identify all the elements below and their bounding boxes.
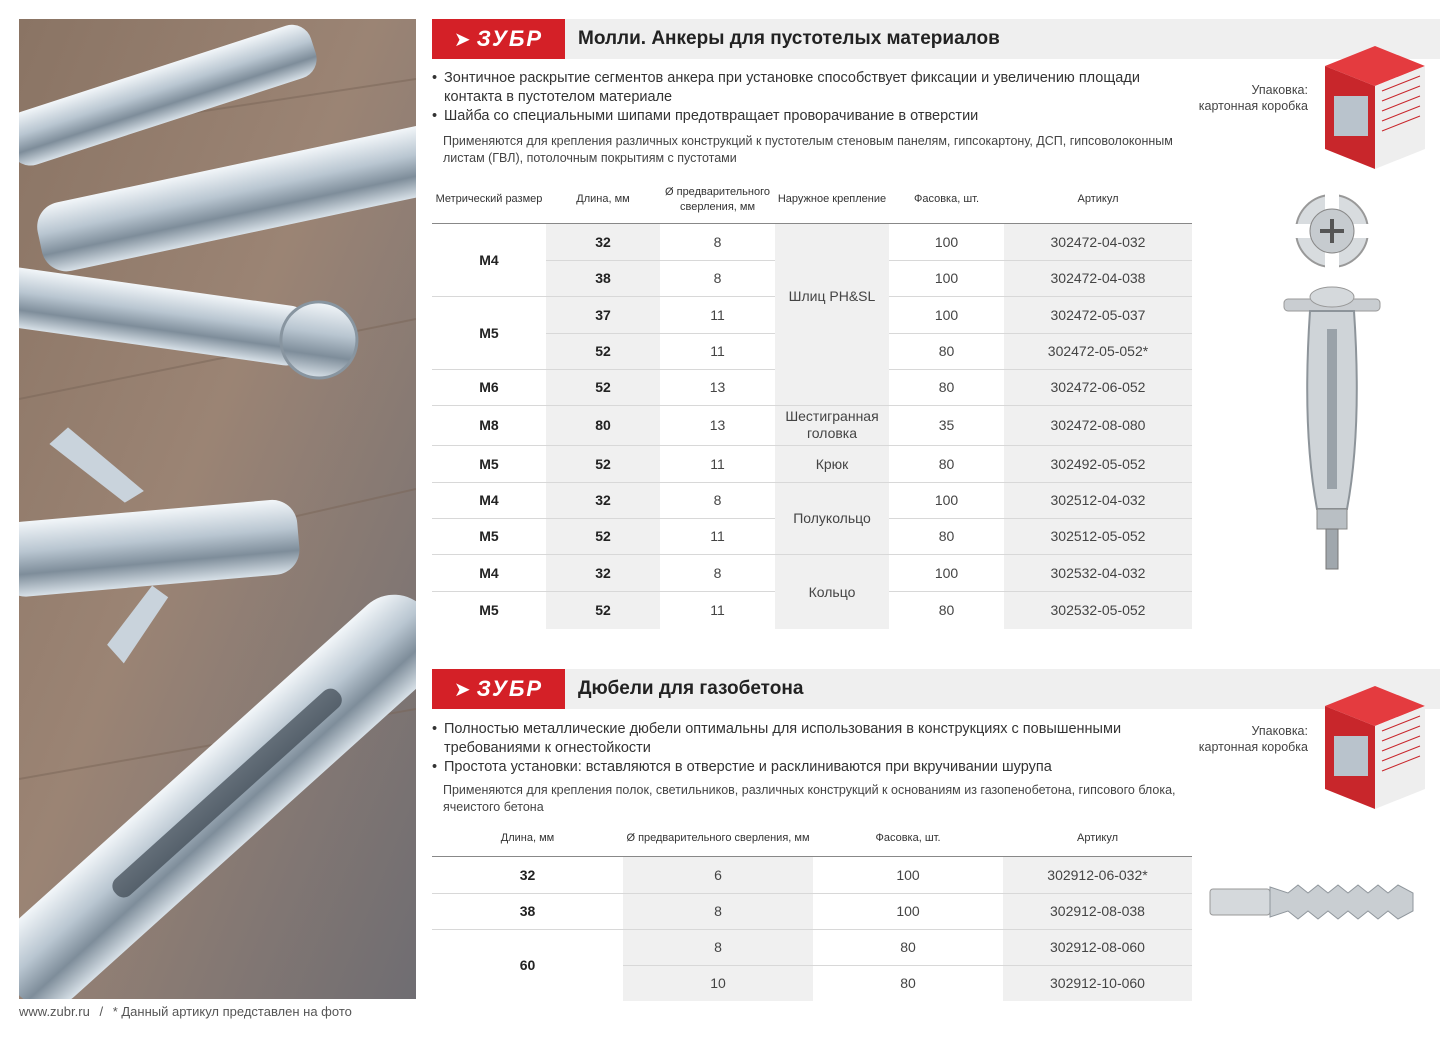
cell-size: M4	[432, 223, 546, 296]
packaging-box-image	[1320, 681, 1430, 801]
section-title: Дюбели для газобетона	[578, 678, 804, 699]
cell-drill: 11	[660, 296, 775, 333]
cell-size: M4	[432, 554, 546, 591]
cell-size: M5	[479, 602, 499, 619]
cell-drill: 11	[660, 445, 775, 482]
cell-drill: 8	[660, 482, 775, 518]
table-row	[432, 856, 1192, 893]
cell-length: 38	[546, 260, 660, 296]
col-header-article: Артикул	[1004, 177, 1192, 223]
cell-mount: Шестигранная головка	[775, 405, 889, 445]
cell-length: 38	[432, 893, 623, 929]
molly-table	[432, 177, 1192, 629]
cell-qty: 80	[889, 518, 1004, 554]
cell-article: 302532-04-032	[1004, 554, 1192, 591]
col-header-qty: Фасовка, шт.	[889, 177, 1004, 223]
section-title: Молли. Анкеры для пустотелых материалов	[578, 28, 1000, 49]
cell-drill: 8	[623, 893, 813, 929]
cell-drill: 10	[623, 965, 813, 1001]
bullet-item: • Шайба со специальными шипами предотвращает проворачивание в отверстии	[432, 107, 1192, 126]
cell-qty: 80	[889, 333, 1004, 369]
pack-value: картонная коробка	[1198, 740, 1308, 754]
cell-qty: 80	[938, 602, 955, 619]
cell-article: 302472-08-080	[1004, 405, 1192, 445]
cell-length: 60	[519, 957, 536, 974]
cell-length: 80	[546, 405, 660, 445]
col-header-drill: Ø предварительного сверления, мм	[660, 177, 775, 223]
cell-qty: 100	[889, 554, 1004, 591]
cell-length: 32	[546, 223, 660, 260]
cell-drill: 11	[660, 333, 775, 369]
table-row	[432, 445, 1192, 482]
table-row	[432, 405, 1192, 445]
cell-qty: 100	[813, 893, 1003, 929]
cell-mount: Шлиц PH&SL	[775, 223, 889, 369]
cell-article: 302472-05-052*	[1004, 333, 1192, 369]
cell-drill: 8	[660, 260, 775, 296]
table-row	[432, 223, 1192, 260]
cell-size: M4	[432, 482, 546, 518]
cell-drill: 8	[660, 554, 775, 591]
cell-length: 52	[546, 369, 660, 405]
cell-mount	[775, 369, 889, 405]
cell-drill: 6	[623, 856, 813, 893]
col-header-length: Длина, мм	[432, 822, 623, 856]
cell-mount: Полукольцо	[775, 482, 889, 554]
footer-slash: /	[99, 1004, 104, 1019]
gasbeton-dowel-image	[1208, 879, 1418, 929]
cell-qty: 35	[889, 405, 1004, 445]
logo-arrow-icon: ➤	[453, 678, 473, 701]
pack-label: Упаковка:	[1251, 83, 1308, 97]
cell-size: M5	[432, 518, 546, 554]
cell-drill: 8	[623, 929, 813, 965]
cell-size: M5	[432, 296, 546, 369]
cell-article: 302512-04-032	[1004, 482, 1192, 518]
logo-arrow-icon: ➤	[453, 28, 473, 51]
cell-article: 302912-08-038	[1003, 893, 1192, 929]
cell-article: 302912-06-032*	[1003, 856, 1192, 893]
cell-article: 302472-04-032	[1004, 223, 1192, 260]
cell-qty: 100	[889, 482, 1004, 518]
table-row	[432, 554, 1192, 591]
cell-qty: 80	[813, 929, 1003, 965]
col-header-size: Метрический размер	[432, 177, 546, 223]
cell-mount: Кольцо	[775, 554, 889, 629]
packaging-info	[1158, 723, 1308, 755]
brand-logo: ➤ ЗУБР	[432, 19, 565, 59]
cell-length: 52	[546, 333, 660, 369]
bullet-list	[432, 69, 1192, 126]
cell-article: 302512-05-052	[1004, 518, 1192, 554]
col-header-mount: Наружное крепление	[775, 177, 889, 223]
cell-drill: 13	[660, 405, 775, 445]
col-header-article: Артикул	[1003, 822, 1192, 856]
bullet-list	[432, 720, 1192, 777]
table-row	[432, 893, 1192, 929]
cell-article: 302472-04-038	[1004, 260, 1192, 296]
cell-size: M5	[432, 445, 546, 482]
brand-logo: ➤ ЗУБР	[432, 669, 565, 709]
cell-drill: 8	[660, 223, 775, 260]
bullet-item: • Зонтичное раскрытие сегментов анкера при установке способствует фиксации и увеличению площади контакта в пустотелом материале	[432, 69, 1192, 107]
gasbeton-table	[432, 822, 1192, 1001]
table-row	[432, 369, 1192, 405]
cell-qty: 100	[889, 260, 1004, 296]
cell-qty: 80	[900, 975, 916, 992]
cell-length: 32	[546, 482, 660, 518]
cell-qty: 80	[889, 445, 1004, 482]
packaging-info	[1158, 82, 1308, 114]
cell-size: M6	[432, 369, 546, 405]
cell-size: M8	[432, 405, 546, 445]
table-row	[432, 929, 1192, 965]
cell-article: 302472-05-037	[1004, 296, 1192, 333]
cell-length: 52	[546, 591, 660, 629]
section-title-bar	[432, 669, 1440, 709]
cell-drill: 11	[710, 602, 725, 619]
cell-length: 32	[546, 554, 660, 591]
cell-article: 302532-05-052	[1004, 591, 1192, 629]
product-photo	[19, 19, 416, 999]
section-title-bar	[432, 19, 1440, 59]
molly-anchor-image	[1272, 189, 1392, 579]
cell-qty: 100	[889, 296, 1004, 333]
cell-qty: 100	[813, 856, 1003, 893]
footer-note: * Данный артикул представлен на фото	[112, 1004, 352, 1019]
bullet-item: • Полностью металлические дюбели оптимальны для использования в конструкциях с повышенными требованиями к огнестойкости	[432, 720, 1192, 758]
bullet-item: • Простота установки: вставляются в отверстие и расклиниваются при вкручивании шурупа	[432, 758, 1192, 777]
cell-qty: 100	[889, 223, 1004, 260]
cell-article: 302912-08-060	[1003, 929, 1192, 965]
cell-article: 302912-10-060	[1003, 965, 1192, 1001]
cell-length: 37	[546, 296, 660, 333]
col-header-qty: Фасовка, шт.	[813, 822, 1003, 856]
pack-label: Упаковка:	[1251, 724, 1308, 738]
cell-article: 302472-06-052	[1004, 369, 1192, 405]
cell-length: 32	[432, 856, 623, 893]
col-header-length: Длина, мм	[546, 177, 660, 223]
cell-mount: Крюк	[775, 445, 889, 482]
cell-drill: 11	[660, 518, 775, 554]
usage-text: Применяются для крепления различных конструкций к пустотелым стеновым панелям, гипсокартону, ДСП, гипсоволоконным листам (ГВЛ), потолочным покрытиям с пустотами	[443, 134, 1173, 165]
cell-length: 52	[546, 445, 660, 482]
pack-value: картонная коробка	[1198, 99, 1308, 113]
cell-qty: 80	[889, 369, 1004, 405]
usage-text: Применяются для крепления полок, светильников, различных конструкций к основаниям из газопенобетона, гипсового блока, ячеистого бетона	[443, 783, 1176, 814]
footer	[19, 1004, 358, 1019]
packaging-box-image	[1320, 41, 1430, 161]
cell-length: 52	[546, 518, 660, 554]
table-row	[432, 482, 1192, 518]
col-header-drill: Ø предварительного сверления, мм	[623, 822, 813, 856]
site-link[interactable]: www.zubr.ru	[19, 1004, 90, 1019]
cell-article: 302492-05-052	[1004, 445, 1192, 482]
cell-drill: 13	[660, 369, 775, 405]
